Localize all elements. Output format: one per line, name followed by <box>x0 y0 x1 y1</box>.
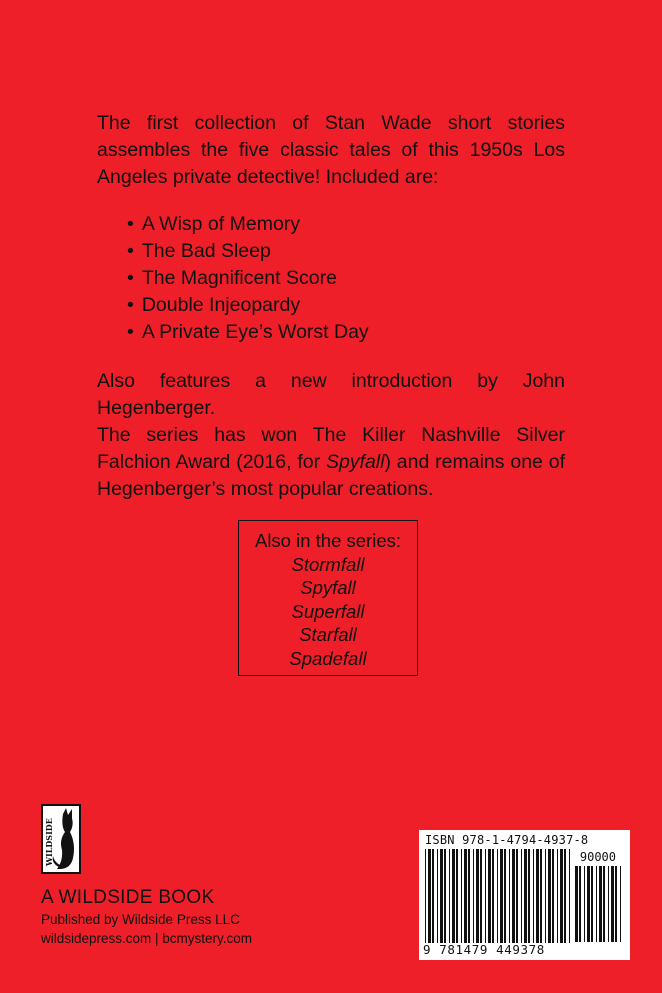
cat-logo-icon <box>43 806 79 872</box>
description-intro <box>97 110 565 191</box>
websites-line: wildsidepress.com | bcmystery.com <box>41 931 253 946</box>
intro-paragraph: The first collection of Stan Wade short stories assembles the five classic tales of this 1950s Los Angeles private detective! Included are: <box>97 112 565 188</box>
price-barcode-icon <box>575 866 623 942</box>
publisher-line: Published by Wildside Press LLC <box>41 912 240 927</box>
series-box <box>238 520 418 676</box>
award-note: The series has won The Killer Nashville Silver Falchion Award (2016, for Spyfall) and remains one of Hegenberger’s most popular creations. <box>97 424 565 500</box>
introduction-note: Also features a new introduction by John Hegenberger. <box>97 370 565 419</box>
list-item: • A Wisp of Memory <box>127 211 369 238</box>
series-book: Spyfall <box>300 577 356 598</box>
imprint <box>41 886 252 948</box>
price-code: 90000 <box>579 850 616 864</box>
svg-text:WILDSIDE: WILDSIDE <box>44 818 54 866</box>
story-list <box>127 211 369 346</box>
barcode <box>419 830 630 960</box>
isbn-label: ISBN 978-1-4794-4937-8 <box>425 833 589 847</box>
description-after <box>97 368 565 503</box>
list-item: • Double Injeopardy <box>127 292 369 319</box>
series-book: Spadefall <box>289 647 367 669</box>
series-book: Starfall <box>299 624 357 645</box>
imprint-heading: A WILDSIDE BOOK <box>41 887 215 908</box>
list-item: • A Private Eye’s Worst Day <box>127 319 369 346</box>
barcode-bars-icon <box>425 849 573 943</box>
wildside-logo <box>41 804 81 874</box>
list-item: • The Bad Sleep <box>127 238 369 265</box>
list-item: • The Magnificent Score <box>127 265 369 292</box>
barcode-number: 9 781479 449378 <box>423 942 545 957</box>
series-book: Superfall <box>291 600 365 622</box>
series-book: Stormfall <box>291 553 365 575</box>
series-title: Also in the series: <box>254 530 401 551</box>
